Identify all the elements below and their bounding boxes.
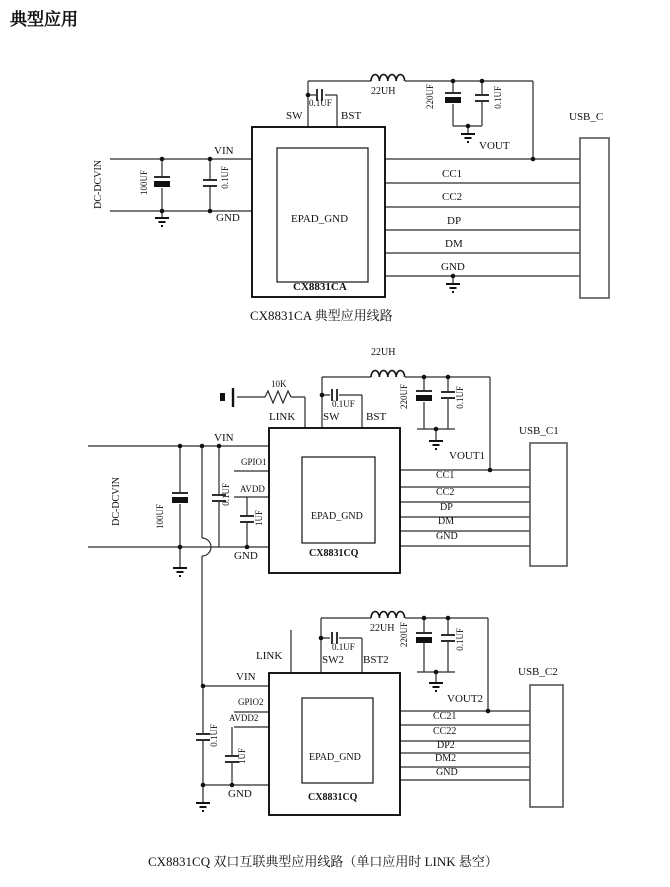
figure1-caption: CX8831CA 典型应用线路 bbox=[250, 308, 393, 323]
pin-label-c1-sw: SW bbox=[286, 110, 303, 122]
pin-label-c1-vin: VIN bbox=[214, 145, 234, 157]
label-c3-cbst: 0.1UF bbox=[332, 642, 355, 652]
pin-label-c2-cc2: CC2 bbox=[436, 487, 455, 498]
label-c2-cout: 0.1UF bbox=[455, 386, 465, 409]
label-c1-source: DC-DCVIN bbox=[93, 160, 104, 209]
label-c1-cin-bulk: 100UF bbox=[139, 170, 149, 196]
pin-label-c1-cc1: CC1 bbox=[442, 168, 463, 180]
label-c2-epad: EPAD_GND bbox=[311, 511, 363, 522]
pin-label-c3-link: LINK bbox=[256, 650, 283, 662]
electrolytic-plate bbox=[416, 637, 432, 643]
label-c1-cin: 0.1UF bbox=[220, 166, 230, 189]
pin-label-c2-bst: BST bbox=[366, 411, 387, 423]
label-c2-cavdd: 1UF bbox=[254, 510, 264, 527]
figure2-caption: CX8831CQ 双口互联典型应用线路（单口应用时 LINK 悬空） bbox=[148, 854, 498, 869]
label-c3-chip-name: CX8831CQ bbox=[308, 792, 358, 803]
label-c1-inductor: 22UH bbox=[371, 86, 396, 97]
chip-body-cx8831ca bbox=[252, 127, 385, 297]
pin-label-c3-avdd2: AVDD2 bbox=[229, 713, 259, 723]
pin-label-c3-vout2: VOUT2 bbox=[447, 693, 484, 705]
pin-label-c2-sw: SW bbox=[323, 411, 340, 423]
capacitor-plates bbox=[196, 632, 455, 765]
inductor-symbol bbox=[371, 612, 405, 619]
label-c1-usb: USB_C bbox=[569, 111, 604, 123]
pin-label-c3-gnd: GND bbox=[228, 788, 252, 800]
electrolytic-plate bbox=[154, 181, 170, 187]
pin-label-c2-gpio1: GPIO1 bbox=[241, 457, 267, 467]
pin-label-c1-dp: DP bbox=[447, 215, 462, 227]
page-title: 典型应用 bbox=[10, 10, 78, 30]
pin-label-c3-bst2: BST2 bbox=[363, 654, 389, 666]
label-c2-cin: 0.1UF bbox=[221, 483, 231, 506]
link-connector-pad bbox=[220, 393, 225, 401]
pin-label-c2-vin: VIN bbox=[214, 432, 234, 444]
electrolytic-plate bbox=[416, 395, 432, 401]
pin-label-c3-dm2: DM2 bbox=[435, 753, 457, 764]
pin-label-c2-avdd: AVDD bbox=[240, 484, 265, 494]
pin-label-c1-gnd2: GND bbox=[441, 261, 465, 273]
ground-symbol bbox=[173, 441, 443, 576]
pin-label-c3-gpio2: GPIO2 bbox=[238, 697, 264, 707]
label-c2-rlink: 10K bbox=[271, 379, 287, 389]
label-c1-epad: EPAD_GND bbox=[291, 213, 349, 225]
label-c3-inductor: 22UH bbox=[370, 623, 395, 634]
electrolytic-plate bbox=[445, 97, 461, 103]
inductor-symbol bbox=[371, 371, 405, 378]
label-c3-cout-bulk: 220UF bbox=[399, 622, 409, 648]
circuit1-schematic bbox=[110, 74, 609, 298]
label-c2-usb: USB_C1 bbox=[519, 425, 559, 437]
pin-label-c1-gnd: GND bbox=[216, 212, 240, 224]
pin-label-c1-cc2: CC2 bbox=[442, 191, 463, 203]
usb-c2-connector-body bbox=[530, 685, 563, 807]
label-c3-cavdd: 1UF bbox=[237, 748, 247, 765]
pin-label-c3-dp2: DP2 bbox=[437, 740, 455, 751]
label-c3-cout: 0.1UF bbox=[455, 628, 465, 651]
pin-label-c2-dp: DP bbox=[440, 502, 453, 513]
pin-label-c2-gnd: GND bbox=[234, 550, 258, 562]
pin-label-c1-vout: VOUT bbox=[479, 140, 510, 152]
pin-label-c1-bst: BST bbox=[341, 110, 362, 122]
label-c1-cbst: 0.1UF bbox=[309, 98, 332, 108]
label-c2-cbst: 0.1UF bbox=[332, 399, 355, 409]
pin-label-c3-cc21: CC21 bbox=[433, 711, 457, 722]
epad-box bbox=[302, 457, 375, 543]
label-c2-cin-bulk: 100UF bbox=[155, 504, 165, 530]
pin-label-c2-gnd2: GND bbox=[436, 531, 458, 542]
label-c2-cout-bulk: 220UF bbox=[399, 384, 409, 410]
pin-label-c2-dm: DM bbox=[438, 516, 455, 527]
epad-box bbox=[302, 698, 373, 783]
usb-c-connector-body bbox=[580, 138, 609, 298]
pin-label-c2-vout1: VOUT1 bbox=[449, 450, 486, 462]
label-c1-chip-name: CX8831CA bbox=[293, 281, 347, 293]
label-c2-inductor: 22UH bbox=[371, 347, 396, 358]
label-c1-cout: 0.1UF bbox=[493, 86, 503, 109]
pin-label-c3-cc22: CC22 bbox=[433, 726, 457, 737]
pin-label-c3-vin: VIN bbox=[236, 671, 256, 683]
junction-dots bbox=[160, 79, 536, 279]
label-c1-cout-bulk: 220UF bbox=[425, 84, 435, 110]
resistor-symbol bbox=[265, 391, 291, 403]
label-c2-source: DC-DCVIN bbox=[111, 477, 122, 526]
label-c3-cin: 0.1UF bbox=[209, 724, 219, 747]
label-c3-usb: USB_C2 bbox=[518, 666, 558, 678]
label-c3-epad: EPAD_GND bbox=[309, 752, 361, 763]
circuit3-wires bbox=[203, 618, 530, 802]
pin-label-c2-link: LINK bbox=[269, 411, 296, 423]
label-c2-chip-name: CX8831CQ bbox=[309, 548, 359, 559]
pin-label-c3-gnd2: GND bbox=[436, 767, 458, 778]
pin-label-c2-cc1: CC1 bbox=[436, 470, 455, 481]
usb-c1-connector-body bbox=[530, 443, 567, 566]
electrolytic-plate bbox=[172, 497, 188, 503]
inductor-symbol bbox=[371, 74, 405, 81]
pin-label-c3-sw2: SW2 bbox=[322, 654, 344, 666]
pin-label-c1-dm: DM bbox=[445, 238, 463, 250]
